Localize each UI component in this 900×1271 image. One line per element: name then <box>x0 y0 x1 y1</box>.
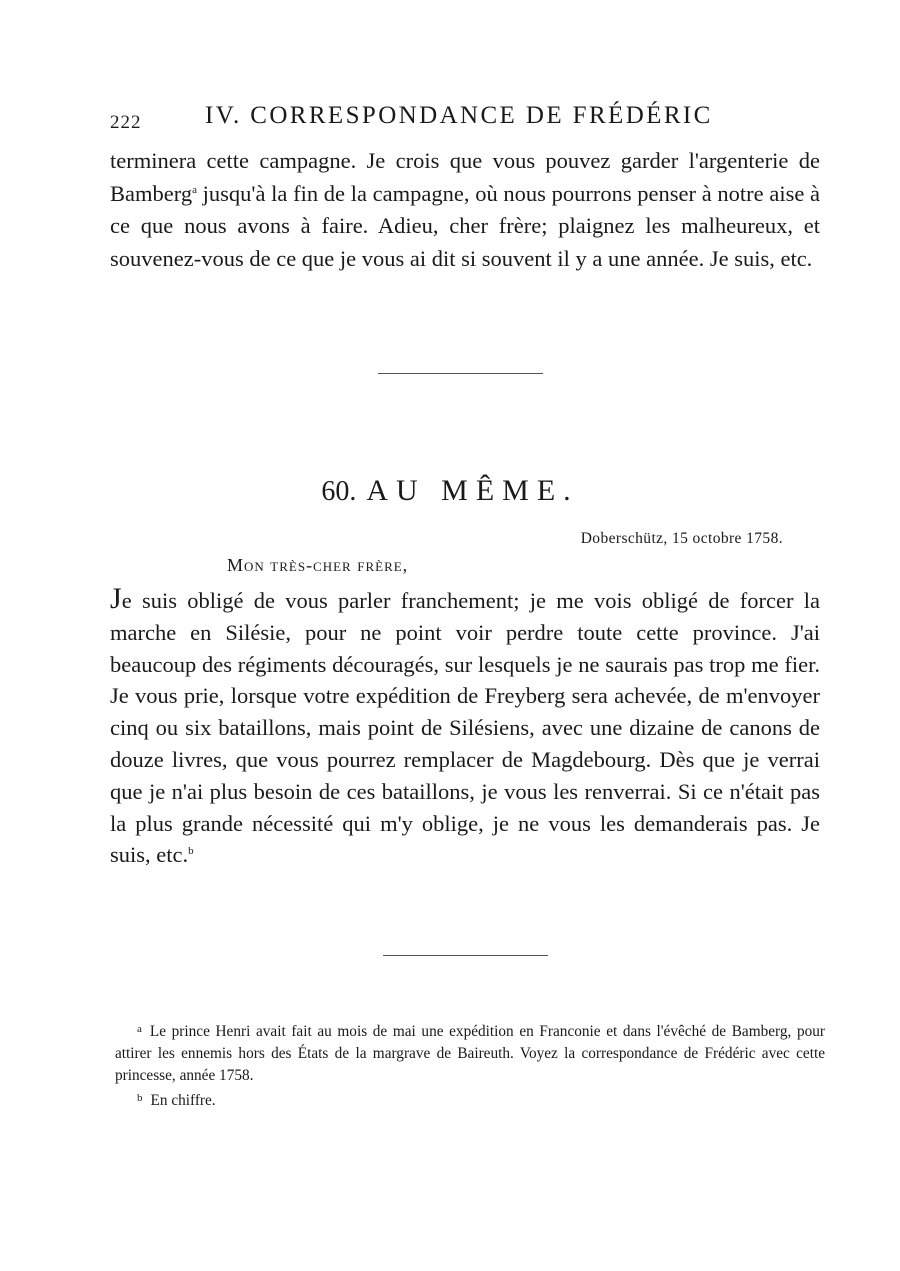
letter-title: AU MÊME. <box>366 474 579 507</box>
footnote-ref-a[interactable]: a <box>192 183 197 196</box>
letter-number: 60. <box>321 476 357 507</box>
footnote-a <box>115 1018 825 1087</box>
page-number: 222 <box>110 112 142 133</box>
letter-heading <box>0 474 900 508</box>
letter-body <box>110 582 820 871</box>
letter-dateline: Doberschütz, 15 octobre 1758. <box>580 530 783 547</box>
footnote-text-b: En chiffre. <box>150 1092 216 1109</box>
section-divider <box>378 373 543 374</box>
letter-body-text: e suis obligé de vous parler franchement; je me vois obligé de forcer la marche en Silésie, pour ne point voir perdre toute cette province. J'ai beaucoup des régiments découragés, sur lesquels je ne saurais pas trop me fier. Je vous prie, lorsque votre expédition de Freyberg sera achevée, de m'envoyer cinq ou six bataillons, mais point de Silésiens, avec une dizaine de canons de douze livres, que vous pourrez remplacer de Magdebourg. Dès que je verrai que je n'ai plus besoin de ces bataillons, je vous les renverrai. Si ce n'était pas la plus grande nécessité qui m'y oblige, je ne vous les demanderais pas. Je suis, etc. <box>110 588 820 868</box>
running-title: IV. CORRESPONDANCE DE FRÉDÉRIC <box>205 102 713 129</box>
running-head <box>110 102 830 134</box>
continued-paragraph-text-end: jusqu'à la fin de la campagne, où nous pourrons penser à notre aise à ce que nous avons à faire. Adieu, cher frère; plaignez les malheureux, et souvenez-vous de ce que je vous ai dit si souvent il y a une année. Je suis, etc. <box>110 180 820 271</box>
letter-end-divider <box>383 955 548 956</box>
footnote-text-a: Le prince Henri avait fait au mois de mai une expédition en Franconie et dans l'évêché de Bamberg, pour attirer les ennemis hors des États de la margrave de Baireuth. Voyez la correspondance de Frédéric avec cette princesse, année 1758. <box>115 1023 825 1084</box>
continued-paragraph <box>110 145 820 275</box>
footnote-ref-b[interactable]: b <box>188 845 194 858</box>
footnote-marker-a: a <box>137 1023 142 1035</box>
letter-initial: J <box>110 582 122 615</box>
footnote-marker-b: b <box>137 1092 143 1104</box>
footnotes <box>115 1018 825 1112</box>
letter-salutation: Mon très-cher frère, <box>227 555 409 575</box>
continued-paragraph-text: terminera cette campagne. Je crois que vous pouvez garder l'argenterie de Bamberg <box>110 148 820 206</box>
footnote-b <box>115 1087 825 1112</box>
